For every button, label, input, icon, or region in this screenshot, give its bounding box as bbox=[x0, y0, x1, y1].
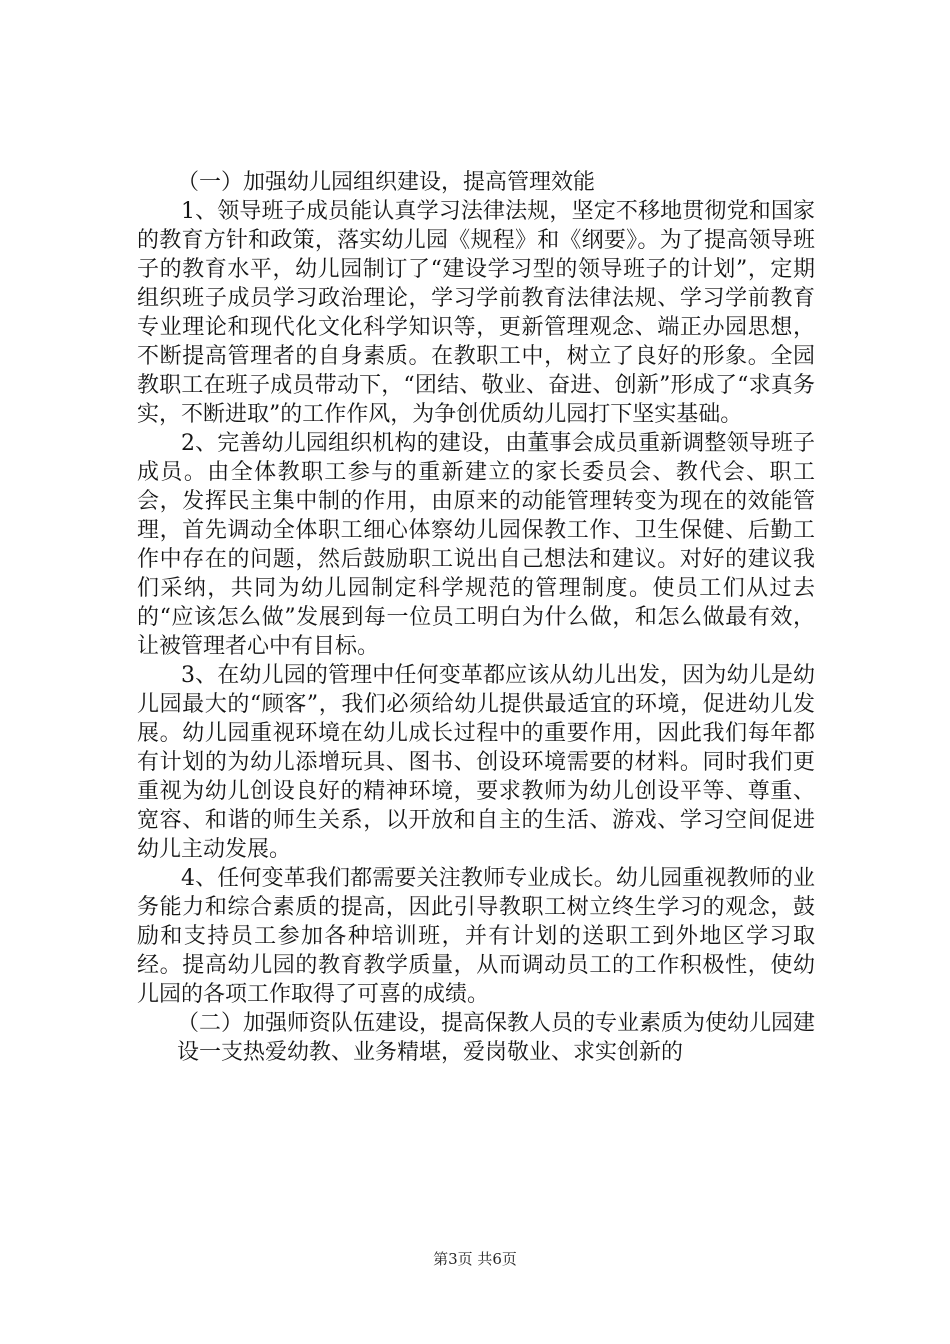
page-number-footer: 第3页 共6页 bbox=[433, 1250, 517, 1268]
paragraph-4: 4、任何变革我们都需要关注教师专业成长。幼儿园重视教师的业务能力和综合素质的提高，因此引导教职工树立终生学习的观念，鼓励和支持员工参加各种培训班，并有计划的送职工到外地区学习取经。提高幼儿园的教育教学质量，从而调动员工的工作积极性，使幼儿园的各项工作取得了可喜的成绩。 bbox=[137, 866, 815, 1007]
section-heading-1: （一）加强幼儿园组织建设，提高管理效能 bbox=[177, 170, 596, 195]
section-heading-2: （二）加强师资队伍建设，提高保教人员的专业素质为使幼儿园建设一支热爱幼教、业务精堪，爱岗敬业、求实创新的 bbox=[177, 1011, 816, 1065]
document-body bbox=[137, 168, 815, 1067]
paragraph-2: 2、完善幼儿园组织机构的建设，由董事会成员重新调整领导班子成员。由全体教职工参与的重新建立的家长委员会、教代会、职工会，发挥民主集中制的作用，由原来的动能管理转变为现在的效能管理，首先调动全体职工细心体察幼儿园保教工作、卫生保健、后勤工作中存在的问题，然后鼓励职工说出自己想法和建议。对好的建议我们采纳，共同为幼儿园制定科学规范的管理制度。使员工们从过去的“应该怎么做”发展到每一位员工明白为什么做，和怎么做最有效，让被管理者心中有目标。 bbox=[137, 431, 815, 659]
paragraph-3: 3、在幼儿园的管理中任何变革都应该从幼儿出发，因为幼儿是幼儿园最大的“顾客”，我们必须给幼儿提供最适宜的环境，促进幼儿发展。幼儿园重视环境在幼儿成长过程中的重要作用，因此我们每年都有计划的为幼儿添增玩具、图书、创设环境需要的材料。同时我们更重视为幼儿创设良好的精神环境，要求教师为幼儿创设平等、尊重、宽容、和谐的师生关系，以开放和自主的生活、游戏、学习空间促进幼儿主动发展。 bbox=[137, 663, 815, 862]
paragraph-1: 1、领导班子成员能认真学习法律法规，坚定不移地贯彻党和国家的教育方针和政策，落实幼儿园《规程》和《纲要》。为了提高领导班子的教育水平，幼儿园制订了“建设学习型的领导班子的计划”，定期组织班子成员学习政治理论，学习学前教育法律法规、学习学前教育专业理论和现代化文化科学知识等，更新管理观念、端正办园思想，不断提高管理者的自身素质。在教职工中，树立了良好的形象。全园教职工在班子成员带动下，“团结、敬业、奋进、创新”形成了“求真务实，不断进取”的工作作风，为争创优质幼儿园打下坚实基础。 bbox=[137, 199, 815, 427]
